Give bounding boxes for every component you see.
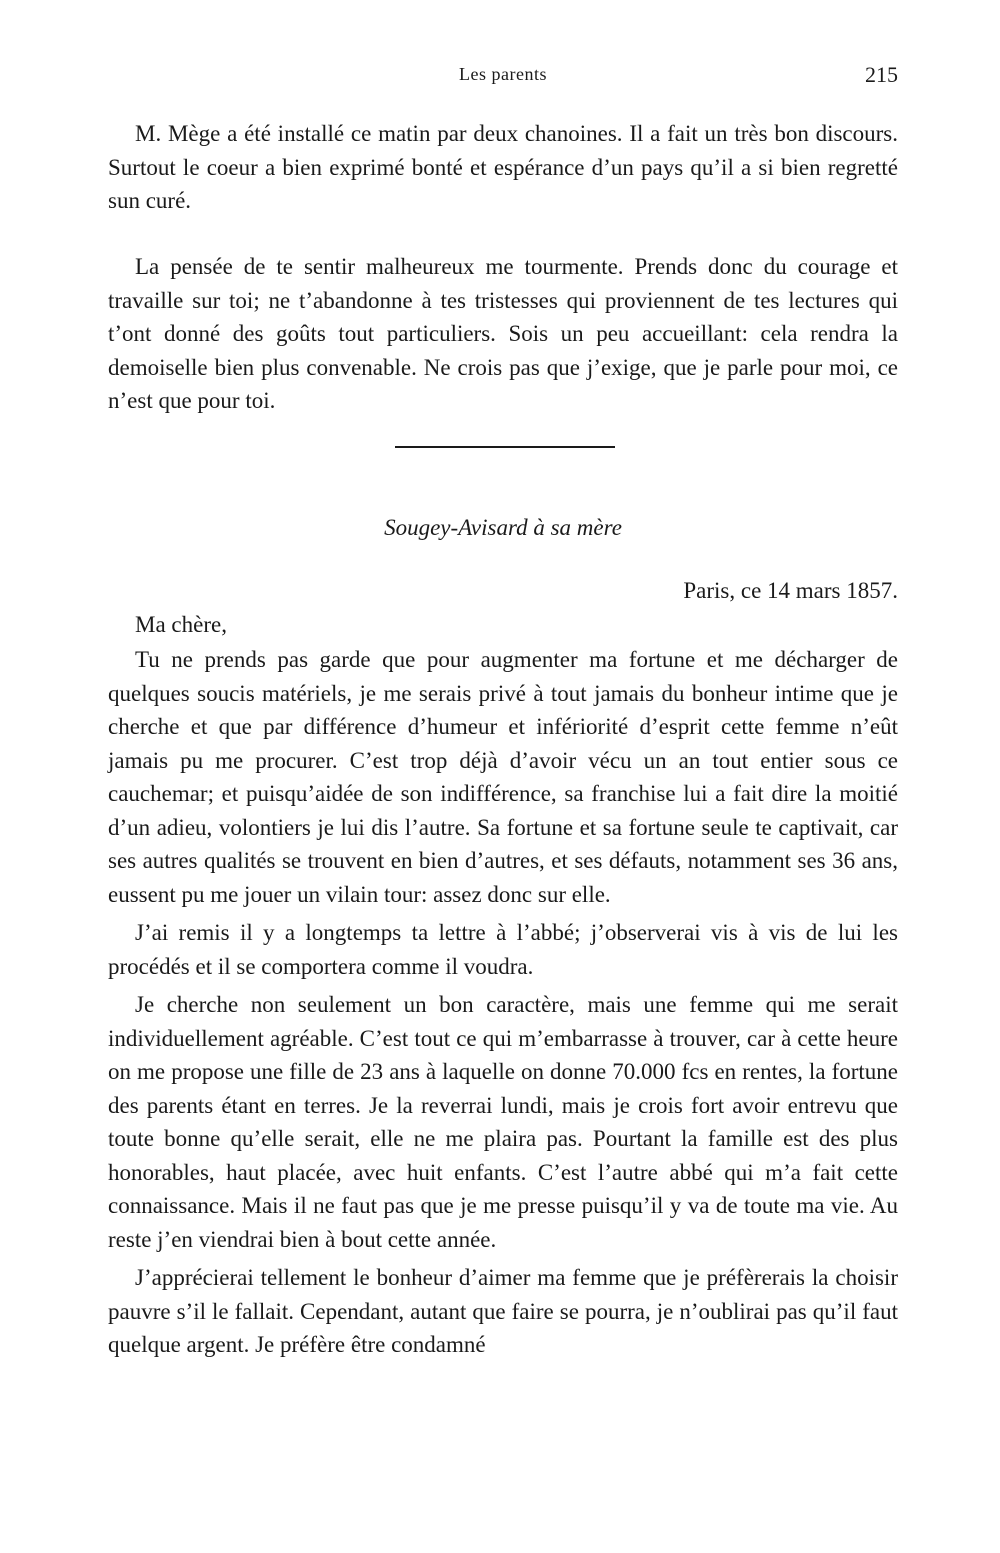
intro-paragraph: M. Mège a été installé ce matin par deux chanoines. Il a fait un très bon discours. Surtout le coeur a bien exprimé bonté et espérance d’un pays qu’il a si bien regretté sun curé. [108, 121, 898, 213]
letter-paragraph: J’ai remis il y a longtemps ta lettre à l’abbé; j’observerai vis à vis de lui les procédés et il se comportera comme il voudra. [108, 920, 898, 979]
section-divider [395, 446, 615, 448]
letter-paragraph: J’apprécierai tellement le bonheur d’aimer ma femme que je préfèrerais la choisir pauvre s’il le fallait. Cependant, autant que faire se pourra, je n’oublirai pas qu’il faut quelque argent. Je préfère être condamné [108, 1265, 898, 1357]
running-head [108, 62, 898, 92]
letter-heading: Sougey-Avisard à sa mère [384, 515, 622, 540]
page-number: 215 [865, 62, 898, 87]
letter-paragraph: Je cherche non seulement un bon caractère, mais une femme qui me serait individuellement agréable. C’est tout ce qui m’embarrasse à trouver, car à cette heure on me propose une fille de 23 ans à laquelle on donne 70.000 fcs en rentes, la fortune des parents étant en terres. Je la reverrai lundi, mais je crois fort avoir entrevu que toute bonne qu’elle serait, elle ne me plaira pas. Pourtant la famille est des plus honorables, haut placée, avec huit enfants. C’est l’autre abbé qui m’a fait cette connaissance. Mais il ne faut pas que je me presse puisqu’il y va de toute ma vie. Au reste j’en viendrai bien à bout cette année. [108, 992, 898, 1252]
letter-salutation: Ma chère, [135, 612, 227, 637]
running-title: Les parents [459, 64, 547, 84]
intro-paragraph: La pensée de te sentir malheureux me tourmente. Prends donc du courage et travaille sur toi; ne t’abandonne à tes tristesses qui proviennent de tes lectures qui t’ont donné des goûts tout particuliers. Sois un peu accueillant: cela rendra la demoiselle bien plus convenable. Ne crois pas que j’exige, que je parle pour moi, ce n’est que pour toi. [108, 254, 898, 413]
letter-dateline: Paris, ce 14 mars 1857. [683, 578, 898, 603]
book-page [108, 0, 898, 1553]
intro-paragraph-2-block [108, 250, 898, 418]
letter-paragraph: Tu ne prends pas garde que pour augmenter ma fortune et me décharger de quelques soucis matériels, je me serais privé à tout jamais du bonheur intime que je cherche et que par différence d’humeur et infériorité d’esprit cette femme n’eût jamais pu me procurer. C’est trop déjà d’avoir vécu un an tout entier sous ce cauchemar; et puisqu’aidée de son indifférence, sa franchise lui a fait dire la moitié d’un adieu, volontiers je lui dis l’autre. Sa fortune et sa fortune seule te captivait, car ses autres qualités se trouvent en bien d’autres, et ses défauts, notamment ses 36 ans, eussent pu me jouer un vilain tour: assez donc sur elle. [108, 647, 898, 907]
intro-paragraph-1-block [108, 117, 898, 218]
letter-body [108, 643, 898, 1362]
